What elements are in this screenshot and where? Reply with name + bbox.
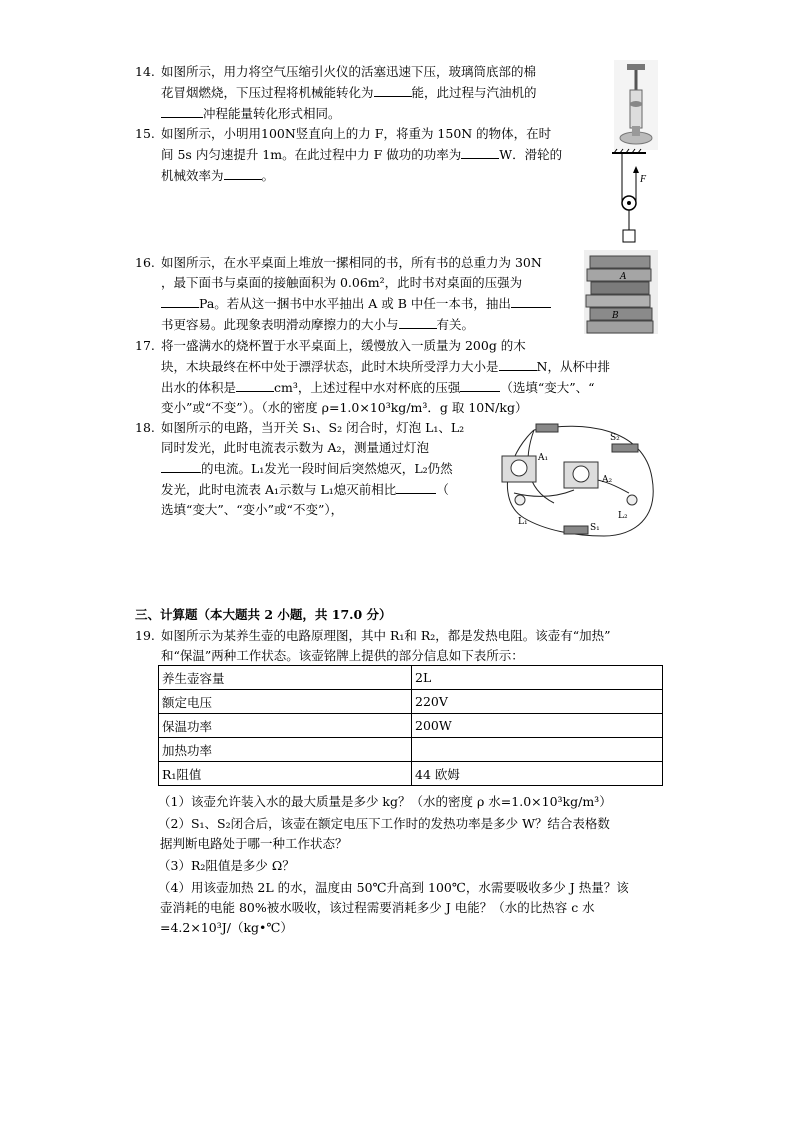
sub-question-2a: （2）S₁、S₂闭合后，该壶在额定电压下工作时的发热功率是多少 W？结合表格数 xyxy=(158,816,610,831)
book-stack-figure xyxy=(584,250,658,334)
q16-line4b: 有关。 xyxy=(436,317,475,332)
question-15 xyxy=(135,124,605,186)
table-cell xyxy=(412,738,663,762)
q15-line2a: 间 5s 内匀速提升 1m。在此过程中力 F 做功的功率为 xyxy=(161,147,462,162)
table-cell: 保温功率 xyxy=(159,714,412,738)
question-number: 15. xyxy=(135,126,155,141)
answer-blank[interactable] xyxy=(161,458,201,473)
q19-line2: 和“保温”两种工作状态。该壶铭牌上提供的部分信息如下表所示： xyxy=(161,648,524,663)
table-row xyxy=(159,714,663,738)
question-number: 16. xyxy=(135,255,155,270)
q17-line2a: 块，木块最终在杯中处于漂浮状态，此时木块所受浮力大小是 xyxy=(161,359,499,374)
q19-line1: 如图所示为某养生壶的电路原理图，其中 R₁和 R₂，都是发热电阻。该壶有“加热” xyxy=(161,628,611,643)
fire-syringe-figure xyxy=(614,60,658,150)
q16-line3a: Pa。若从这一捆书中水平抽出 A 或 B 中任一本书，抽出 xyxy=(199,296,511,311)
q16-line4a: 书更容易。此现象表明滑动摩擦力的大小与 xyxy=(161,317,399,332)
question-number: 18. xyxy=(135,420,155,435)
pulley-figure xyxy=(604,148,654,244)
q16-line2: ，最下面书与桌面的接触面积为 0.06m²，此时书对桌面的压强为 xyxy=(161,275,523,290)
q18-line4b: （ xyxy=(436,482,449,497)
sub-question-3: （3）R₂阻值是多少 Ω？ xyxy=(158,858,295,873)
section-heading: 三、计算题（本大题共 2 小题，共 17.0 分） xyxy=(135,607,392,622)
force-label: F xyxy=(640,174,647,185)
answer-blank[interactable] xyxy=(374,82,412,97)
question-16 xyxy=(135,253,595,335)
table-cell: 养生壶容量 xyxy=(159,666,412,690)
question-number: 17. xyxy=(135,338,155,353)
q14-line2a: 花冒烟燃烧，下压过程将机械能转化为 xyxy=(161,85,374,100)
table-cell: 2L xyxy=(412,666,663,690)
answer-blank[interactable] xyxy=(161,293,199,308)
q17-line4: 变小”或“不变”）。（水的密度 ρ=1.0×10³kg/m³．g 取 10N/kg） xyxy=(161,400,528,415)
circuit-figure xyxy=(494,418,662,544)
answer-blank[interactable] xyxy=(396,479,436,494)
question-number: 14. xyxy=(135,64,155,79)
switch-s1-label: S₁ xyxy=(590,523,600,533)
table-cell: 额定电压 xyxy=(159,690,412,714)
question-17 xyxy=(135,336,675,418)
question-14 xyxy=(135,62,615,124)
answer-blank[interactable] xyxy=(460,377,500,392)
sub-question-4a: （4）用该壶加热 2L 的水，温度由 50℃升高到 100℃，水需要吸收多少 J 热量？该 xyxy=(158,880,629,895)
question-number: 19. xyxy=(135,628,155,643)
answer-blank[interactable] xyxy=(236,377,274,392)
lamp-l2-label: L₂ xyxy=(618,511,628,521)
table-row xyxy=(159,762,663,786)
question-18 xyxy=(135,418,495,520)
sub-question-4b: 壶消耗的电能 80%被水吸收，该过程需要消耗多少 J 电能？（水的比热容 c 水 xyxy=(160,900,595,915)
answer-blank[interactable] xyxy=(161,103,203,118)
table-row xyxy=(159,738,663,762)
q15-line2b: W．滑轮的 xyxy=(499,147,563,162)
answer-blank[interactable] xyxy=(399,314,437,329)
q14-line1: 如图所示，用力将空气压缩引火仪的活塞迅速下压，玻璃筒底部的棉 xyxy=(161,64,537,79)
ammeter-a1-label: A₁ xyxy=(538,453,549,463)
q18-line4a: 发光，此时电流表 A₁示数与 L₁熄灭前相比 xyxy=(161,482,397,497)
sub-question-1: （1）该壶允许装入水的最大质量是多少 kg？（水的密度 ρ 水=1.0×10³kg/m³） xyxy=(158,794,612,809)
switch-s2-label: S₂ xyxy=(610,433,620,443)
q17-line3b: cm³，上述过程中水对杯底的压强 xyxy=(274,380,461,395)
q15-line3b: 。 xyxy=(261,168,275,183)
q17-line1: 将一盛满水的烧杯置于水平桌面上，缓慢放入一质量为 200g 的木 xyxy=(161,338,526,353)
q18-line3b: 的电流。L₁发光一段时间后突然熄灭，L₂仍然 xyxy=(201,461,453,476)
book-b-label: B xyxy=(612,311,619,321)
ammeter-a2-label: A₂ xyxy=(602,475,613,485)
q18-line5: 选填“变大”、“变小”或“不变”）， xyxy=(161,502,344,517)
table-cell: 220V xyxy=(412,690,663,714)
answer-blank[interactable] xyxy=(461,144,499,159)
q14-line2b: 能，此过程与汽油机的 xyxy=(411,85,537,100)
lamp-l1-label: L₁ xyxy=(518,517,528,527)
spec-table xyxy=(158,665,663,786)
q17-line3a: 出水的体积是 xyxy=(161,380,237,395)
q17-line3c: （选填“变大”、“ xyxy=(500,380,595,395)
answer-blank[interactable] xyxy=(511,293,551,308)
sub-question-2b: 据判断电路处于哪一种工作状态？ xyxy=(160,836,348,851)
question-19 xyxy=(135,626,675,666)
table-cell: 200W xyxy=(412,714,663,738)
sub-question-4c: =4.2×10³J/（kg•℃） xyxy=(160,920,293,935)
q18-line1: 如图所示的电路，当开关 S₁、S₂ 闭合时，灯泡 L₁、L₂ xyxy=(161,420,465,435)
q14-line3b: 冲程能量转化形式相同。 xyxy=(203,106,341,121)
q16-line1: 如图所示，在水平桌面上堆放一摞相同的书，所有书的总重力为 30N xyxy=(161,255,542,270)
table-row xyxy=(159,666,663,690)
answer-blank[interactable] xyxy=(224,165,262,180)
table-row xyxy=(159,690,663,714)
q17-line2b: N，从杯中排 xyxy=(536,359,610,374)
table-cell: 加热功率 xyxy=(159,738,412,762)
answer-blank[interactable] xyxy=(499,356,537,371)
q18-line2: 同时发光，此时电流表示数为 A₂，测量通过灯泡 xyxy=(161,440,430,455)
q15-line1: 如图所示，小明用100N竖直向上的力 F，将重为 150N 的物体，在时 xyxy=(161,126,552,141)
table-cell: R₁阻值 xyxy=(159,762,412,786)
q15-line3a: 机械效率为 xyxy=(161,168,224,183)
table-cell: 44 欧姆 xyxy=(412,762,663,786)
book-a-label: A xyxy=(620,272,627,282)
